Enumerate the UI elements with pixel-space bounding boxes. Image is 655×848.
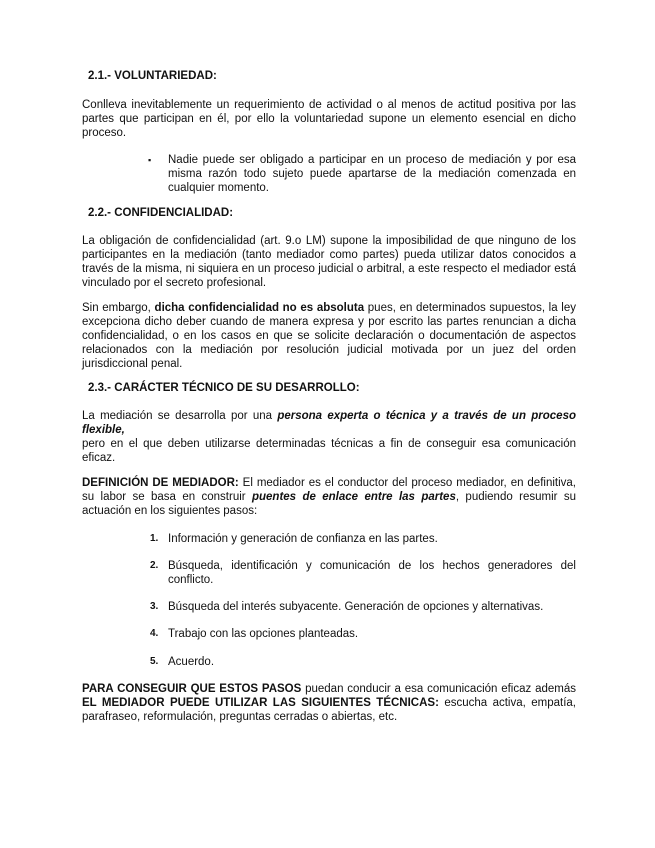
paragraph-confidencialidad-1: La obligación de confidencialidad (art. 9.o LM) supone la imposibilidad de que ninguno de los participantes en la mediación (tanto mediador como partes) pueda utilizar datos conocidos a través de la misma, ni siquiera en un proceso judicial o arbitral, a este respecto el mediador está vinculado por el secreto profesional. [82,235,576,289]
paragraph-definicion-mediador: DEFINICIÓN DE MEDIADOR: El mediador es el conductor del proceso mediador, en definitiva, su labor se basa en construir puentes de enlace entre las partes, pudiendo resumir su actuación en los siguientes pasos: [82,477,576,517]
list-item: 2. Búsqueda, identificación y comunicación de los hechos generadores del conflicto. [150,560,576,586]
list-item: 3. Búsqueda del interés subyacente. Generación de opciones y alternativas. [150,601,544,613]
list-item: 1. Información y generación de confianza en las partes. [150,533,438,545]
section-heading-confidencialidad: 2.2.- CONFIDENCIALIDAD: [88,207,234,219]
emphasis-text: EL MEDIADOR PUEDE UTILIZAR LAS SIGUIENTES TÉCNICAS: [82,697,439,709]
paragraph-tecnico-1: La mediación se desarrolla por una persona experta o técnica y a través de un proceso flexible, pero en el que deben utilizarse determinadas técnicas a fin de conseguir esa comunicación eficaz. [82,410,576,464]
emphasis-text: dicha confidencialidad no es absoluta [154,302,365,314]
bullet-item [148,153,576,195]
bullet-text: Nadie puede ser obligado a participar en un proceso de mediación y por esa misma razón todo sujeto puede apartarse de la mediación comenzada en cualquier momento. [168,154,576,194]
paragraph-voluntariedad: Conlleva inevitablemente un requerimiento de actividad o al menos de actitud positiva por las partes que participan en él, por ello la voluntariedad supone un elemento esencial en dicho proceso. [82,99,576,139]
emphasis-text: persona experta o técnica y a través de un proceso flexible, [82,410,576,436]
emphasis-text: puentes de enlace entre las partes [251,491,456,503]
list-item: 4. Trabajo con las opciones planteadas. [150,628,359,640]
section-heading-voluntariedad: 2.1.- VOLUNTARIEDAD: [88,70,217,82]
paragraph-tecnicas: PARA CONSEGUIR QUE ESTOS PASOS puedan conducir a esa comunicación eficaz además EL MEDIADOR PUEDE UTILIZAR LAS SIGUIENTES TÉCNICAS: escucha activa, empatía, parafraseo, reformulación, preguntas cerradas o abiertas, etc. [82,683,576,723]
list-item: 5. Acuerdo. [150,656,215,668]
section-heading-caracter-tecnico: 2.3.- CARÁCTER TÉCNICO DE SU DESARROLLO: [88,382,360,394]
emphasis-text: PARA CONSEGUIR QUE ESTOS PASOS [82,683,302,695]
square-bullet-icon: ▪ [148,155,152,165]
paragraph-confidencialidad-2: Sin embargo, dicha confidencialidad no es absoluta pues, en determinados supuestos, la ley excepciona dicho deber cuando de manera expresa y por escrito las partes renuncian a dicha confidencialidad, o en los casos en que se solicite declaración o documentación de aspectos relacionados con la mediación por resolución judicial motivada por un juez del orden jurisdiccional penal. [82,302,576,370]
definition-label: DEFINICIÓN DE MEDIADOR: [82,477,239,489]
